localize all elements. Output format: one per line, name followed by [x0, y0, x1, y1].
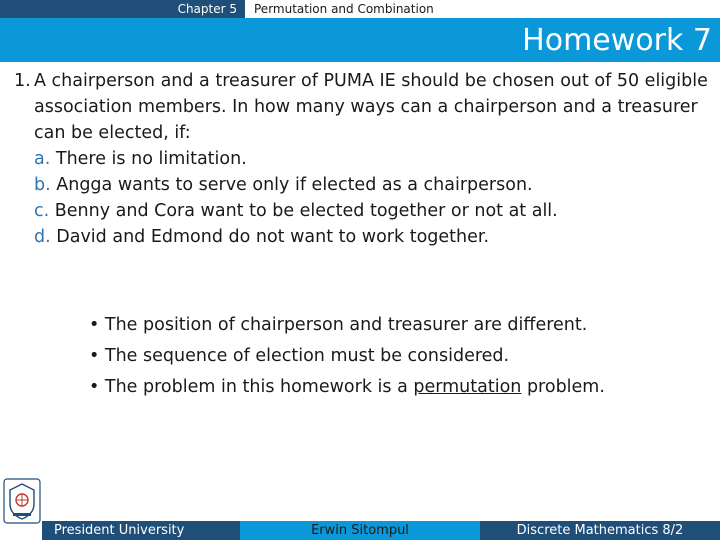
option-letter: d.	[34, 227, 51, 247]
bullet-icon: •	[89, 315, 100, 335]
footer-course-page: Discrete Mathematics 8/2	[480, 521, 720, 540]
title-bar	[0, 18, 720, 62]
option-text: Angga wants to serve only if elected as a chairperson.	[56, 175, 533, 195]
bullet-icon: •	[89, 377, 100, 397]
question-text: A chairperson and a treasurer of PUMA IE should be chosen out of 50 eligible association members. In how many ways can a chairperson and a treasurer can be elected, if:	[34, 71, 708, 143]
note-item	[89, 372, 709, 403]
note-item	[89, 341, 709, 372]
bullet-icon: •	[89, 346, 100, 366]
option-c	[34, 198, 714, 224]
option-a	[34, 146, 714, 172]
note-keyword: permutation	[413, 377, 522, 397]
question-block	[14, 68, 714, 250]
chapter-label: Chapter 5	[177, 2, 237, 16]
footer-university: President University	[42, 521, 240, 540]
option-text: Benny and Cora want to be elected together or not at all.	[54, 201, 558, 221]
question-number: 1.	[14, 71, 31, 91]
chapter-box	[0, 0, 245, 18]
note-text: The problem in this homework is a	[104, 377, 414, 397]
option-letter: b.	[34, 175, 51, 195]
notes-list	[89, 310, 709, 403]
note-text: The position of chairperson and treasurer are different.	[104, 315, 588, 335]
option-text: There is no limitation.	[55, 149, 247, 169]
footer	[0, 521, 720, 540]
option-text: David and Edmond do not want to work together.	[56, 227, 490, 247]
university-logo-icon	[3, 478, 41, 524]
topic-label: Permutation and Combination	[254, 2, 434, 16]
footer-author: Erwin Sitompul	[240, 521, 480, 540]
note-item	[89, 310, 709, 341]
option-b	[34, 172, 714, 198]
slide-title: Homework 7	[522, 23, 712, 58]
option-letter: a.	[34, 149, 51, 169]
option-letter: c.	[34, 201, 50, 221]
note-text: problem.	[521, 377, 605, 397]
option-d	[34, 224, 714, 250]
note-text: The sequence of election must be considered.	[104, 346, 510, 366]
